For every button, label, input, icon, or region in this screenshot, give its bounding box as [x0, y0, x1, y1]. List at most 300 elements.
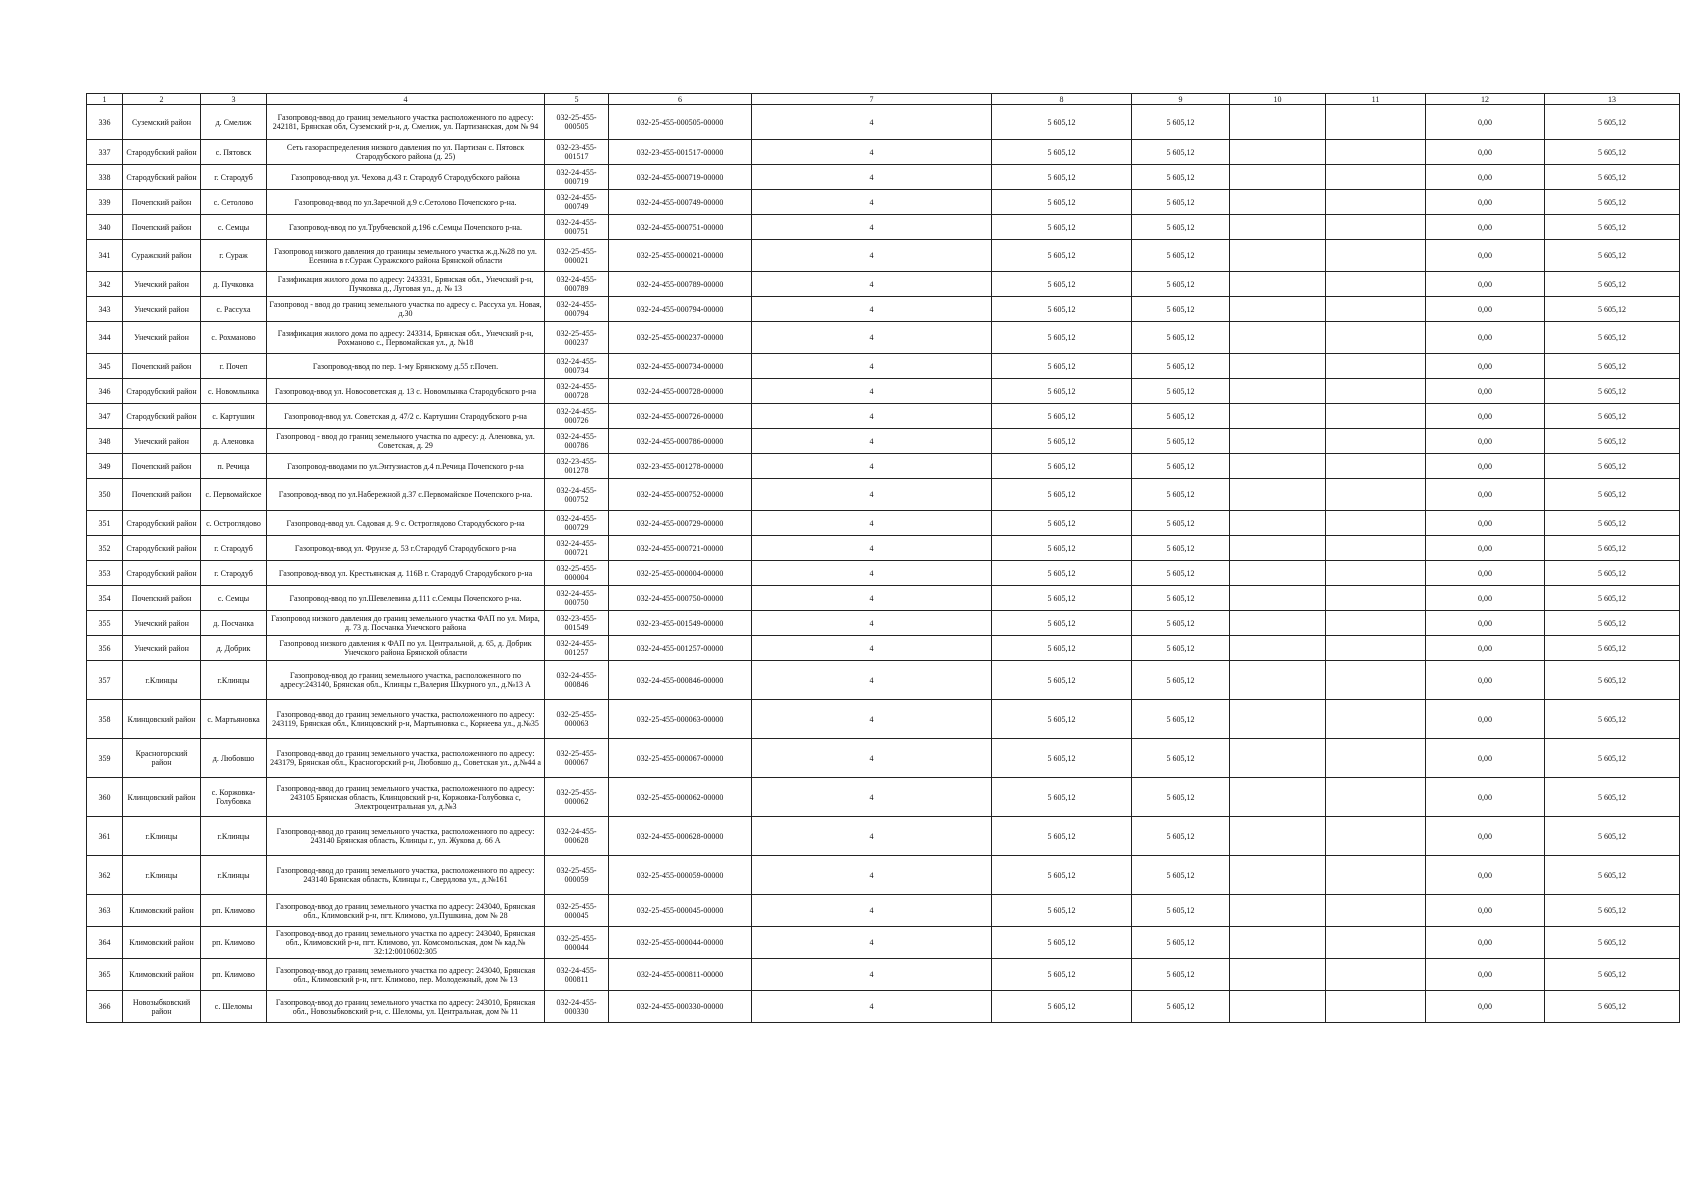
col7-cell: 4: [752, 959, 992, 991]
table-row: [87, 817, 1680, 856]
object-code-cell: 032-23-455-001517: [545, 140, 609, 165]
settlement-cell: д. Смелиж: [201, 105, 267, 140]
col7-cell: 4: [752, 479, 992, 511]
col13-value-cell: 5 605,12: [1545, 240, 1680, 272]
col9-value-cell: 5 605,12: [1132, 379, 1230, 404]
row-number: 363: [87, 895, 123, 927]
col9-value-cell: 5 605,12: [1132, 611, 1230, 636]
row-number: 356: [87, 636, 123, 661]
row-number: 364: [87, 927, 123, 959]
table-row: [87, 895, 1680, 927]
col8-value-cell: 5 605,12: [992, 817, 1132, 856]
col8-value-cell: 5 605,12: [992, 636, 1132, 661]
col7-cell: 4: [752, 165, 992, 190]
col12-value-cell: 0,00: [1426, 297, 1545, 322]
object-description-cell: Газопровод-ввод ул. Советская д. 47/2 с. Картушин Стародубского р-на: [267, 404, 545, 429]
col9-value-cell: 5 605,12: [1132, 991, 1230, 1023]
object-id-cell: 032-24-455-000751-00000: [609, 215, 752, 240]
object-id-cell: 032-24-455-000628-00000: [609, 817, 752, 856]
settlement-cell: рп. Климово: [201, 959, 267, 991]
object-id-cell: 032-24-455-000734-00000: [609, 354, 752, 379]
col7-cell: 4: [752, 140, 992, 165]
object-description-cell: Газопровод-ввод по ул.Заречной д.9 с.Сетолово Почепского р-на.: [267, 190, 545, 215]
table-row: [87, 190, 1680, 215]
col7-cell: 4: [752, 272, 992, 297]
object-id-cell: 032-25-455-000505-00000: [609, 105, 752, 140]
object-code-cell: 032-25-455-000062: [545, 778, 609, 817]
col13-value-cell: 5 605,12: [1545, 739, 1680, 778]
col10-cell: [1230, 661, 1326, 700]
col9-value-cell: 5 605,12: [1132, 661, 1230, 700]
col8-value-cell: 5 605,12: [992, 404, 1132, 429]
object-code-cell: 032-24-455-000719: [545, 165, 609, 190]
table-row: [87, 778, 1680, 817]
column-number: 9: [1132, 94, 1230, 105]
col12-value-cell: 0,00: [1426, 895, 1545, 927]
object-code-cell: 032-24-455-000728: [545, 379, 609, 404]
district-cell: Унечский район: [123, 429, 201, 454]
row-number: 354: [87, 586, 123, 611]
col9-value-cell: 5 605,12: [1132, 322, 1230, 354]
object-code-cell: 032-24-455-000751: [545, 215, 609, 240]
col8-value-cell: 5 605,12: [992, 272, 1132, 297]
object-code-cell: 032-24-455-000729: [545, 511, 609, 536]
col13-value-cell: 5 605,12: [1545, 611, 1680, 636]
object-code-cell: 032-23-455-001278: [545, 454, 609, 479]
object-id-cell: 032-24-455-000719-00000: [609, 165, 752, 190]
table-row: [87, 297, 1680, 322]
col12-value-cell: 0,00: [1426, 429, 1545, 454]
settlement-cell: с. Коржовка-Голубовка: [201, 778, 267, 817]
settlement-cell: д. Аленовка: [201, 429, 267, 454]
object-code-cell: 032-24-455-000752: [545, 479, 609, 511]
col10-cell: [1230, 561, 1326, 586]
district-cell: Суражский район: [123, 240, 201, 272]
col13-value-cell: 5 605,12: [1545, 661, 1680, 700]
column-number: 12: [1426, 94, 1545, 105]
col10-cell: [1230, 379, 1326, 404]
col10-cell: [1230, 140, 1326, 165]
object-code-cell: 032-25-455-000237: [545, 322, 609, 354]
col11-cell: [1326, 586, 1426, 611]
col13-value-cell: 5 605,12: [1545, 536, 1680, 561]
col11-cell: [1326, 190, 1426, 215]
col8-value-cell: 5 605,12: [992, 536, 1132, 561]
settlement-cell: г. Стародуб: [201, 165, 267, 190]
object-id-cell: 032-24-455-000846-00000: [609, 661, 752, 700]
col7-cell: 4: [752, 322, 992, 354]
table-row: [87, 140, 1680, 165]
object-description-cell: Газопровод-ввод до границ земельного участка, расположенного по адресу: 243179, Брянская обл., Красногорский р-н, Любовшо д., Советская ул., д.№44 а: [267, 739, 545, 778]
col8-value-cell: 5 605,12: [992, 586, 1132, 611]
col11-cell: [1326, 895, 1426, 927]
object-id-cell: 032-24-455-000786-00000: [609, 429, 752, 454]
settlement-cell: д. Посчанка: [201, 611, 267, 636]
settlement-cell: с. Остроглядово: [201, 511, 267, 536]
object-code-cell: 032-24-455-000726: [545, 404, 609, 429]
col12-value-cell: 0,00: [1426, 105, 1545, 140]
col12-value-cell: 0,00: [1426, 190, 1545, 215]
object-id-cell: 032-23-455-001517-00000: [609, 140, 752, 165]
col12-value-cell: 0,00: [1426, 661, 1545, 700]
col11-cell: [1326, 636, 1426, 661]
district-cell: Стародубский район: [123, 379, 201, 404]
col11-cell: [1326, 140, 1426, 165]
col10-cell: [1230, 778, 1326, 817]
registry-sheet: [86, 93, 1679, 1023]
col7-cell: 4: [752, 561, 992, 586]
col13-value-cell: 5 605,12: [1545, 140, 1680, 165]
col10-cell: [1230, 479, 1326, 511]
settlement-cell: с. Сетолово: [201, 190, 267, 215]
object-id-cell: 032-24-455-000330-00000: [609, 991, 752, 1023]
col8-value-cell: 5 605,12: [992, 895, 1132, 927]
col10-cell: [1230, 927, 1326, 959]
object-description-cell: Газопровод-ввод до границ земельного участка по адресу: 243040, Брянская обл., Климовский р-н, пгт. Климово, ул.Пушкина, дом № 28: [267, 895, 545, 927]
district-cell: Унечский район: [123, 297, 201, 322]
col11-cell: [1326, 991, 1426, 1023]
col8-value-cell: 5 605,12: [992, 105, 1132, 140]
settlement-cell: г.Клинцы: [201, 661, 267, 700]
col9-value-cell: 5 605,12: [1132, 700, 1230, 739]
district-cell: Почепский район: [123, 479, 201, 511]
col8-value-cell: 5 605,12: [992, 661, 1132, 700]
object-description-cell: Газопровод-ввод до границ земельного участка по адресу: 243010, Брянская обл., Новозыбковский р-н, с. Шеломы, ул. Центральная, дом № 11: [267, 991, 545, 1023]
col11-cell: [1326, 511, 1426, 536]
col7-cell: 4: [752, 636, 992, 661]
object-id-cell: 032-24-455-000789-00000: [609, 272, 752, 297]
col12-value-cell: 0,00: [1426, 959, 1545, 991]
col13-value-cell: 5 605,12: [1545, 636, 1680, 661]
col12-value-cell: 0,00: [1426, 991, 1545, 1023]
col12-value-cell: 0,00: [1426, 479, 1545, 511]
object-description-cell: Газопровод-ввод до границ земельного участка по адресу: 243040, Брянская обл., Климовский р-н, пгт. Климово, пер. Молодежный, дом № 13: [267, 959, 545, 991]
col11-cell: [1326, 105, 1426, 140]
registry-table: [86, 93, 1680, 1023]
district-cell: г.Клинцы: [123, 856, 201, 895]
col13-value-cell: 5 605,12: [1545, 856, 1680, 895]
object-description-cell: Газопровод-ввод ул. Новосоветская д. 13 с. Новомлынка Стародубского р-на: [267, 379, 545, 404]
col10-cell: [1230, 354, 1326, 379]
district-cell: Стародубский район: [123, 561, 201, 586]
col9-value-cell: 5 605,12: [1132, 479, 1230, 511]
col11-cell: [1326, 778, 1426, 817]
col13-value-cell: 5 605,12: [1545, 429, 1680, 454]
column-number: 11: [1326, 94, 1426, 105]
col10-cell: [1230, 165, 1326, 190]
col12-value-cell: 0,00: [1426, 354, 1545, 379]
settlement-cell: рп. Климово: [201, 895, 267, 927]
col12-value-cell: 0,00: [1426, 379, 1545, 404]
object-code-cell: 032-24-455-000786: [545, 429, 609, 454]
col7-cell: 4: [752, 817, 992, 856]
col7-cell: 4: [752, 215, 992, 240]
col8-value-cell: 5 605,12: [992, 165, 1132, 190]
district-cell: Стародубский район: [123, 536, 201, 561]
col12-value-cell: 0,00: [1426, 778, 1545, 817]
col7-cell: 4: [752, 778, 992, 817]
object-description-cell: Сеть газораспределения низкого давления по ул. Партизан с. Пятовск Стародубского района (д. 25): [267, 140, 545, 165]
row-number: 339: [87, 190, 123, 215]
object-id-cell: 032-24-455-000752-00000: [609, 479, 752, 511]
col12-value-cell: 0,00: [1426, 739, 1545, 778]
col7-cell: 4: [752, 856, 992, 895]
col9-value-cell: 5 605,12: [1132, 404, 1230, 429]
settlement-cell: с. Первомайское: [201, 479, 267, 511]
col10-cell: [1230, 817, 1326, 856]
object-id-cell: 032-25-455-000021-00000: [609, 240, 752, 272]
table-row: [87, 165, 1680, 190]
object-code-cell: 032-24-455-000721: [545, 536, 609, 561]
col10-cell: [1230, 991, 1326, 1023]
district-cell: г.Клинцы: [123, 661, 201, 700]
settlement-cell: с. Новомлынка: [201, 379, 267, 404]
col8-value-cell: 5 605,12: [992, 991, 1132, 1023]
district-cell: Климовский район: [123, 895, 201, 927]
column-number: 2: [123, 94, 201, 105]
col11-cell: [1326, 817, 1426, 856]
col10-cell: [1230, 586, 1326, 611]
table-row: [87, 536, 1680, 561]
col10-cell: [1230, 404, 1326, 429]
col9-value-cell: 5 605,12: [1132, 895, 1230, 927]
object-code-cell: 032-25-455-000045: [545, 895, 609, 927]
col11-cell: [1326, 272, 1426, 297]
col13-value-cell: 5 605,12: [1545, 927, 1680, 959]
district-cell: Клинцовский район: [123, 700, 201, 739]
col10-cell: [1230, 240, 1326, 272]
object-id-cell: 032-23-455-001549-00000: [609, 611, 752, 636]
col9-value-cell: 5 605,12: [1132, 105, 1230, 140]
col8-value-cell: 5 605,12: [992, 190, 1132, 215]
object-description-cell: Газопровод-ввод по ул.Трубчевской д.196 с.Семцы Почепского р-на.: [267, 215, 545, 240]
col9-value-cell: 5 605,12: [1132, 454, 1230, 479]
col10-cell: [1230, 511, 1326, 536]
col13-value-cell: 5 605,12: [1545, 561, 1680, 586]
table-row: [87, 429, 1680, 454]
col12-value-cell: 0,00: [1426, 322, 1545, 354]
object-description-cell: Газопровод низкого давления к ФАП по ул. Центральной, д. 65, д. Добрик Унечского района Брянской области: [267, 636, 545, 661]
col7-cell: 4: [752, 404, 992, 429]
row-number: 342: [87, 272, 123, 297]
object-code-cell: 032-23-455-001549: [545, 611, 609, 636]
object-code-cell: 032-25-455-000021: [545, 240, 609, 272]
row-number: 353: [87, 561, 123, 586]
table-row: [87, 105, 1680, 140]
col7-cell: 4: [752, 739, 992, 778]
col10-cell: [1230, 429, 1326, 454]
column-number: 4: [267, 94, 545, 105]
settlement-cell: с. Картушин: [201, 404, 267, 429]
col7-cell: 4: [752, 454, 992, 479]
row-number: 347: [87, 404, 123, 429]
col9-value-cell: 5 605,12: [1132, 536, 1230, 561]
settlement-cell: с. Рассуха: [201, 297, 267, 322]
district-cell: Стародубский район: [123, 404, 201, 429]
settlement-cell: д. Добрик: [201, 636, 267, 661]
object-id-cell: 032-23-455-001278-00000: [609, 454, 752, 479]
column-number: 8: [992, 94, 1132, 105]
col13-value-cell: 5 605,12: [1545, 215, 1680, 240]
district-cell: Климовский район: [123, 959, 201, 991]
col11-cell: [1326, 322, 1426, 354]
district-cell: Климовский район: [123, 927, 201, 959]
settlement-cell: п. Речица: [201, 454, 267, 479]
table-row: [87, 272, 1680, 297]
row-number: 343: [87, 297, 123, 322]
col12-value-cell: 0,00: [1426, 817, 1545, 856]
row-number: 351: [87, 511, 123, 536]
col9-value-cell: 5 605,12: [1132, 190, 1230, 215]
object-id-cell: 032-25-455-000067-00000: [609, 739, 752, 778]
col13-value-cell: 5 605,12: [1545, 322, 1680, 354]
col9-value-cell: 5 605,12: [1132, 354, 1230, 379]
table-row: [87, 322, 1680, 354]
district-cell: Унечский район: [123, 322, 201, 354]
row-number: 341: [87, 240, 123, 272]
col12-value-cell: 0,00: [1426, 165, 1545, 190]
col13-value-cell: 5 605,12: [1545, 379, 1680, 404]
col8-value-cell: 5 605,12: [992, 700, 1132, 739]
table-row: [87, 927, 1680, 959]
settlement-cell: г.Клинцы: [201, 817, 267, 856]
column-number: 6: [609, 94, 752, 105]
district-cell: Стародубский район: [123, 165, 201, 190]
col9-value-cell: 5 605,12: [1132, 778, 1230, 817]
col10-cell: [1230, 959, 1326, 991]
col8-value-cell: 5 605,12: [992, 959, 1132, 991]
col9-value-cell: 5 605,12: [1132, 511, 1230, 536]
settlement-cell: с. Мартьяновка: [201, 700, 267, 739]
col10-cell: [1230, 297, 1326, 322]
col7-cell: 4: [752, 927, 992, 959]
col8-value-cell: 5 605,12: [992, 379, 1132, 404]
settlement-cell: с. Семцы: [201, 215, 267, 240]
col12-value-cell: 0,00: [1426, 140, 1545, 165]
object-id-cell: 032-25-455-000063-00000: [609, 700, 752, 739]
col7-cell: 4: [752, 611, 992, 636]
object-code-cell: 032-24-455-000750: [545, 586, 609, 611]
column-number-row: [87, 94, 1680, 105]
row-number: 349: [87, 454, 123, 479]
col11-cell: [1326, 479, 1426, 511]
row-number: 360: [87, 778, 123, 817]
object-code-cell: 032-25-455-000044: [545, 927, 609, 959]
col13-value-cell: 5 605,12: [1545, 404, 1680, 429]
district-cell: г.Клинцы: [123, 817, 201, 856]
table-row: [87, 240, 1680, 272]
col7-cell: 4: [752, 429, 992, 454]
settlement-cell: г.Клинцы: [201, 856, 267, 895]
table-row: [87, 215, 1680, 240]
col10-cell: [1230, 536, 1326, 561]
column-number: 3: [201, 94, 267, 105]
object-description-cell: Газопровод-ввод до границ земельного участка, расположенного по адресу:243140, Брянская обл., Клинцы г.,Валерия Шкурного ул., д.№13 А: [267, 661, 545, 700]
col13-value-cell: 5 605,12: [1545, 511, 1680, 536]
district-cell: Красногорский район: [123, 739, 201, 778]
object-description-cell: Газопровод-ввод ул. Крестьянская д. 116В г. Стародуб Стародубского р-на: [267, 561, 545, 586]
col8-value-cell: 5 605,12: [992, 215, 1132, 240]
object-code-cell: 032-24-455-000734: [545, 354, 609, 379]
object-code-cell: 032-24-455-000749: [545, 190, 609, 215]
col13-value-cell: 5 605,12: [1545, 190, 1680, 215]
row-number: 357: [87, 661, 123, 700]
object-description-cell: Газопровод-ввод ул. Чехова д.43 г. Стародуб Стародубского района: [267, 165, 545, 190]
col9-value-cell: 5 605,12: [1132, 165, 1230, 190]
col11-cell: [1326, 454, 1426, 479]
object-id-cell: 032-25-455-000237-00000: [609, 322, 752, 354]
col9-value-cell: 5 605,12: [1132, 817, 1230, 856]
settlement-cell: д. Любовшо: [201, 739, 267, 778]
col10-cell: [1230, 190, 1326, 215]
column-number: 13: [1545, 94, 1680, 105]
object-description-cell: Газопровод-ввод по пер. 1-му Брянскому д.55 г.Почеп.: [267, 354, 545, 379]
row-number: 359: [87, 739, 123, 778]
object-description-cell: Газопровод-ввод до границ земельного участка, расположенного по адресу: 243140 Брянская область, Клинцы г., Свердлова ул., д.№161: [267, 856, 545, 895]
object-id-cell: 032-24-455-000726-00000: [609, 404, 752, 429]
col9-value-cell: 5 605,12: [1132, 429, 1230, 454]
col10-cell: [1230, 636, 1326, 661]
row-number: 352: [87, 536, 123, 561]
row-number: 362: [87, 856, 123, 895]
col11-cell: [1326, 215, 1426, 240]
object-id-cell: 032-24-455-000729-00000: [609, 511, 752, 536]
district-cell: Новозыбковский район: [123, 991, 201, 1023]
object-code-cell: 032-24-455-000789: [545, 272, 609, 297]
table-row: [87, 354, 1680, 379]
col7-cell: 4: [752, 240, 992, 272]
table-row: [87, 379, 1680, 404]
district-cell: Почепский район: [123, 354, 201, 379]
col8-value-cell: 5 605,12: [992, 927, 1132, 959]
col12-value-cell: 0,00: [1426, 927, 1545, 959]
col9-value-cell: 5 605,12: [1132, 636, 1230, 661]
table-row: [87, 561, 1680, 586]
col11-cell: [1326, 611, 1426, 636]
col10-cell: [1230, 454, 1326, 479]
col13-value-cell: 5 605,12: [1545, 354, 1680, 379]
object-code-cell: 032-25-455-000067: [545, 739, 609, 778]
col11-cell: [1326, 927, 1426, 959]
object-id-cell: 032-25-455-000044-00000: [609, 927, 752, 959]
object-description-cell: Газопровод-ввод ул. Садовая д. 9 с. Остроглядово Стародубского р-на: [267, 511, 545, 536]
col11-cell: [1326, 700, 1426, 739]
row-number: 344: [87, 322, 123, 354]
object-description-cell: Газопровод-ввод ул. Фрунзе д. 53 г.Стародуб Стародубского р-на: [267, 536, 545, 561]
col13-value-cell: 5 605,12: [1545, 272, 1680, 297]
col10-cell: [1230, 322, 1326, 354]
object-code-cell: 032-24-455-000846: [545, 661, 609, 700]
settlement-cell: рп. Климово: [201, 927, 267, 959]
row-number: 358: [87, 700, 123, 739]
col11-cell: [1326, 561, 1426, 586]
object-code-cell: 032-25-455-000505: [545, 105, 609, 140]
col13-value-cell: 5 605,12: [1545, 817, 1680, 856]
col7-cell: 4: [752, 895, 992, 927]
table-row: [87, 700, 1680, 739]
col11-cell: [1326, 959, 1426, 991]
col12-value-cell: 0,00: [1426, 611, 1545, 636]
col7-cell: 4: [752, 700, 992, 739]
col9-value-cell: 5 605,12: [1132, 927, 1230, 959]
object-id-cell: 032-24-455-000750-00000: [609, 586, 752, 611]
district-cell: Почепский район: [123, 190, 201, 215]
col12-value-cell: 0,00: [1426, 536, 1545, 561]
col11-cell: [1326, 240, 1426, 272]
object-code-cell: 032-25-455-000004: [545, 561, 609, 586]
col7-cell: 4: [752, 297, 992, 322]
settlement-cell: г. Почеп: [201, 354, 267, 379]
